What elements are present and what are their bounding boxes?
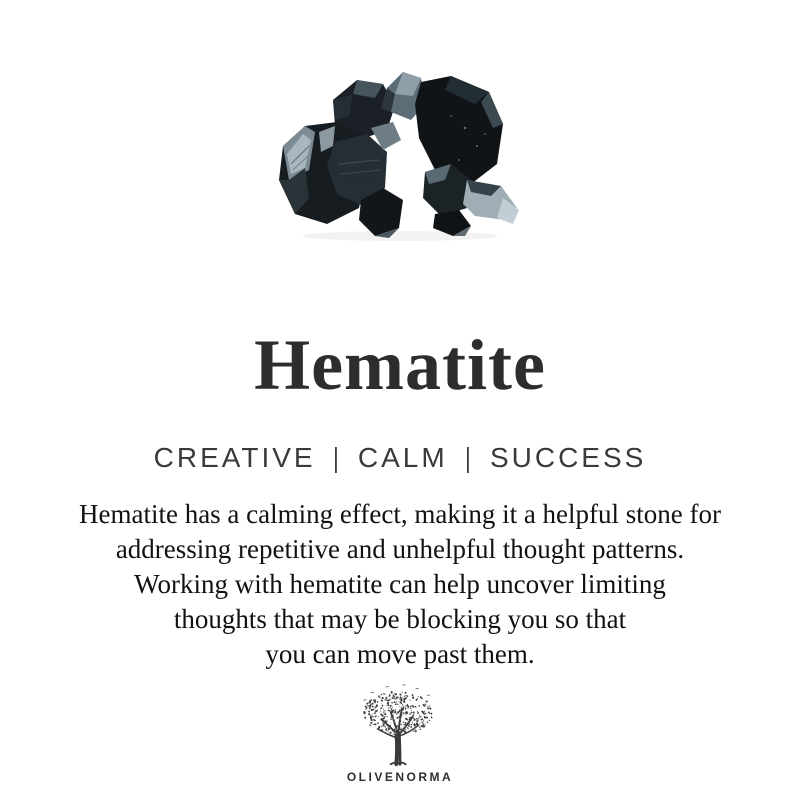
page-title: Hematite [254, 325, 546, 405]
hematite-crystal-image [275, 68, 525, 242]
brand-logo [335, 684, 465, 784]
tagline-word-creative: CREATIVE [153, 442, 316, 473]
olive-tree-logo-icon [350, 684, 450, 768]
body-line: Hematite has a calming effect, making it a helpful stone for [78, 499, 722, 529]
body-line: thoughts that may be blocking you so that [173, 604, 627, 634]
body-text [0, 497, 800, 672]
tagline-word-success: SUCCESS [489, 442, 647, 473]
hematite-crystal-graphic [275, 68, 525, 242]
tagline-word-calm: CALM [357, 442, 448, 473]
tagline-separator: | [464, 442, 473, 473]
tagline [0, 442, 800, 474]
brand-name: OLIVENORMA [346, 770, 454, 784]
tagline-separator: | [332, 442, 341, 473]
body-line: Working with hematite can help uncover limiting [134, 569, 666, 599]
body-line: addressing repetitive and unhelpful thought patterns. [115, 534, 685, 564]
body-line: you can move past them. [265, 639, 535, 669]
